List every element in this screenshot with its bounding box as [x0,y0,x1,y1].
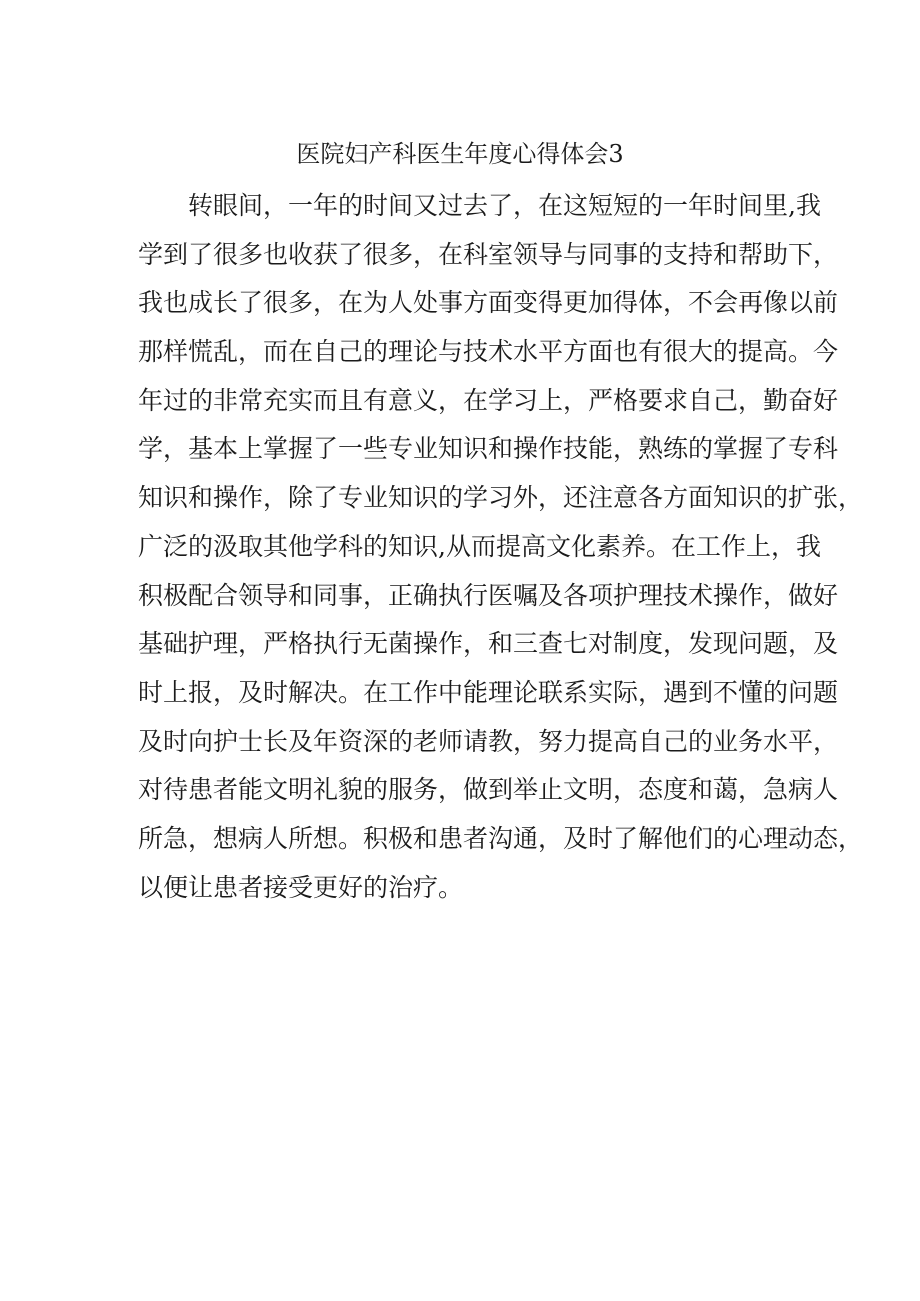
body-paragraph [138,186,864,916]
paragraph-line: 年过的非常充实而且有意义，在学习上，严格要求自己，勤奋好 [138,385,839,415]
document-title: 医院妇产科医生年度心得体会3 [296,140,624,168]
paragraph-line: 我也成长了很多，在为人处事方面变得更加得体，不会再像以前 [138,288,839,318]
paragraph-line: 对待患者能文明礼貌的服务，做到举止文明，态度和蔼，急病人 [138,775,839,805]
paragraph-line: 转眼间，一年的时间又过去了，在这短短的一年时间里,我 [188,191,821,220]
paragraph-line: 时上报，及时解决。在工作中能理论联系实际，遇到不懂的问题 [138,677,839,707]
paragraph-line: 学，基本上掌握了一些专业知识和操作技能，熟练的掌握了专科 [138,434,839,464]
paragraph-line: 以便让患者接受更好的治疗。 [138,872,464,902]
paragraph-line: 所急，想病人所想。积极和患者沟通，及时了解他们的心理动态， [138,823,864,853]
paragraph-line: 那样慌乱，而在自己的理论与技术水平方面也有很大的提高。今 [138,337,839,367]
paragraph-line: 学到了很多也收获了很多，在科室领导与同事的支持和帮助下， [138,239,839,269]
paragraph-line: 广泛的汲取其他学科的知识,从而提高文化素养。在工作上，我 [138,531,821,561]
paragraph-line: 知识和操作，除了专业知识的学习外，还注意各方面知识的扩张， [138,483,864,513]
paragraph-line: 基础护理，严格执行无菌操作，和三查七对制度，发现问题，及 [138,629,839,659]
paragraph-line: 积极配合领导和同事，正确执行医嘱及各项护理技术操作，做好 [138,580,839,610]
paragraph-line: 及时向护士长及年资深的老师请教，努力提高自己的业务水平， [138,726,839,756]
